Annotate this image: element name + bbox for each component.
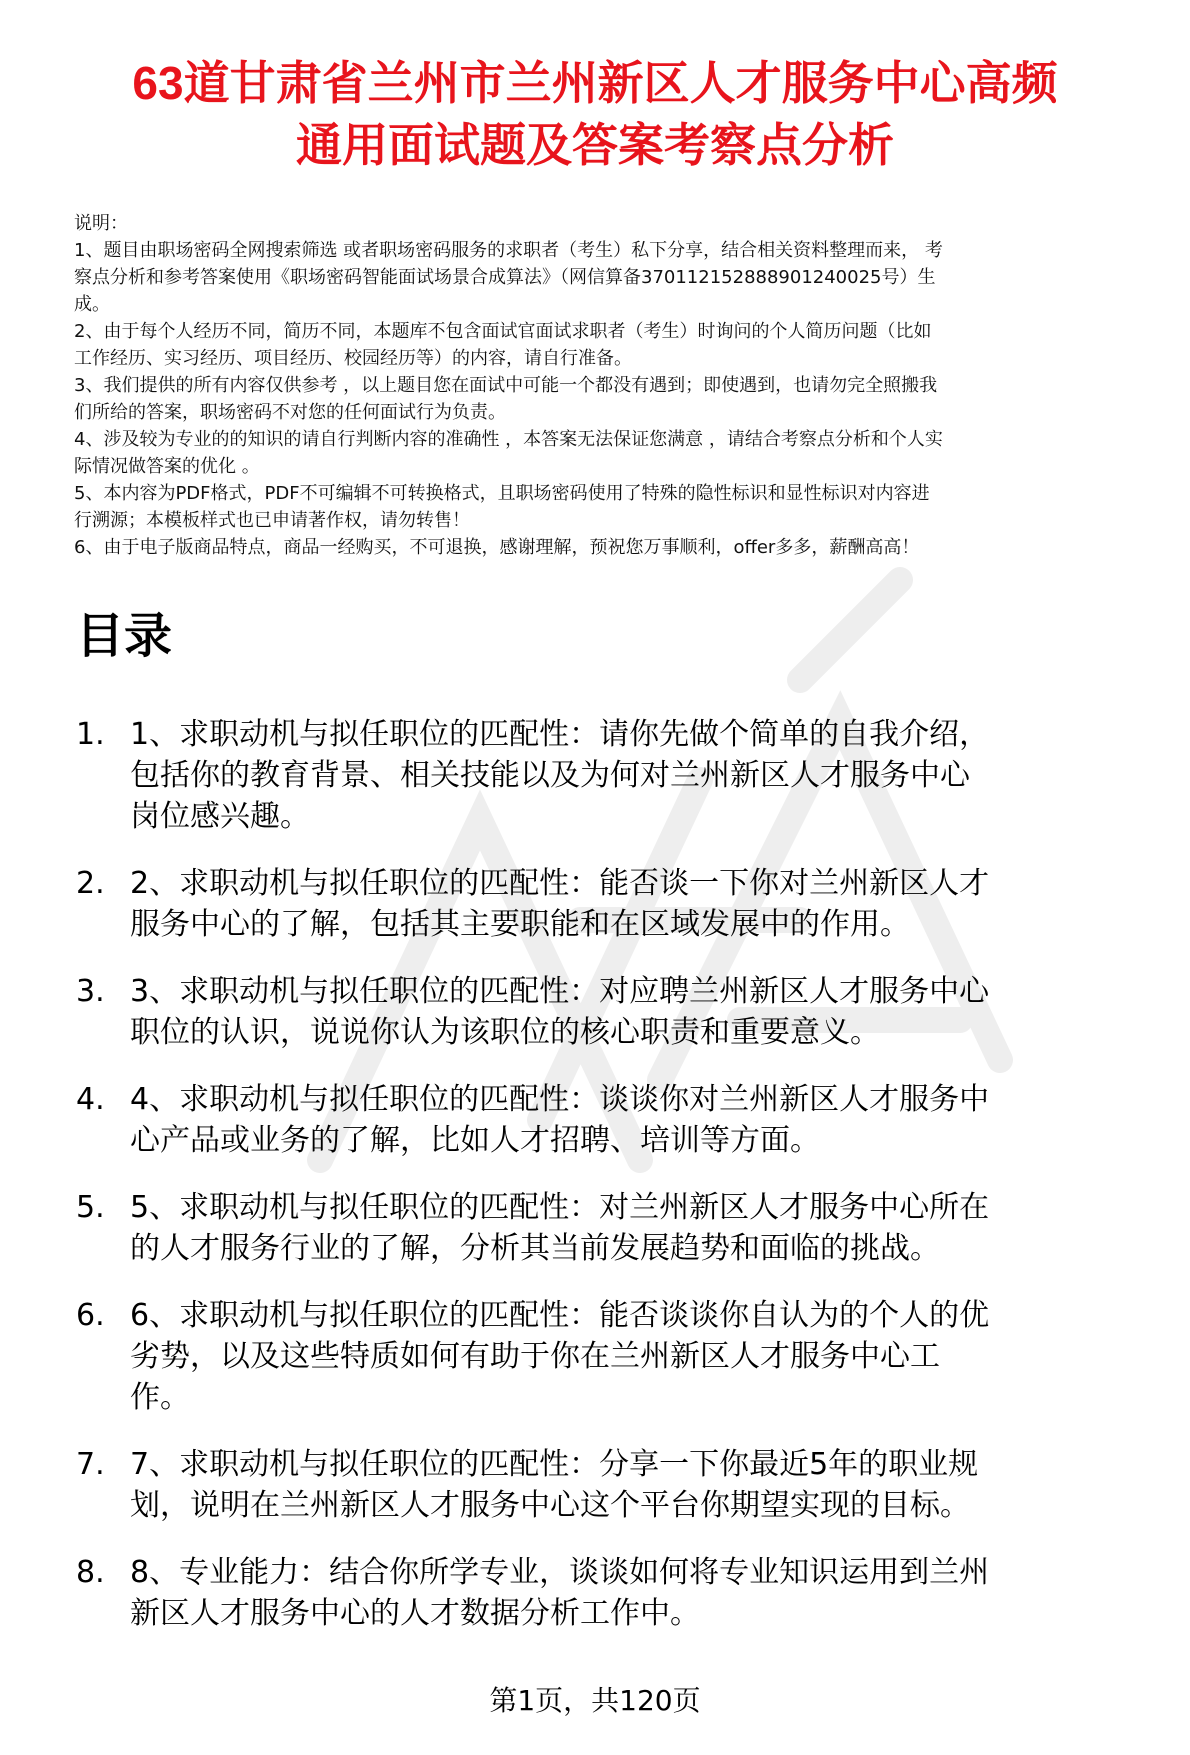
toc-item-1[interactable] (76, 714, 1166, 837)
page-number: 第1页，共120页 (489, 1684, 701, 1717)
toc-item-2[interactable] (76, 863, 1166, 945)
toc-item-line: 8、专业能力：结合你所学专业，谈谈如何将专业知识运用到兰州 (130, 1555, 990, 1590)
note-line: 3、我们提供的所有内容仅供参考 ，以上题目您在面试中可能一个都没有遇到；即使遇到，也请勿完全照搬我 (74, 375, 938, 396)
notes-heading: 说明： (74, 213, 128, 234)
toc-item-number: 6. (76, 1298, 105, 1333)
toc-item-line: 4、求职动机与拟任职位的匹配性：谈谈你对兰州新区人才服务中 (130, 1082, 990, 1117)
toc-heading: 目录 (76, 608, 173, 664)
table-of-contents (76, 714, 1166, 1660)
toc-item-line: 服务中心的了解，包括其主要职能和在区域发展中的作用。 (130, 907, 910, 942)
toc-item-line: 6、求职动机与拟任职位的匹配性：能否谈谈你自认为的个人的优 (130, 1298, 990, 1333)
toc-item-line: 1、求职动机与拟任职位的匹配性：请你先做个简单的自我介绍， (130, 717, 990, 752)
toc-item-line: 岗位感兴趣。 (130, 799, 310, 834)
toc-item-number: 4. (76, 1082, 105, 1117)
note-line: 2、由于每个人经历不同，简历不同，本题库不包含面试官面试求职者（考生）时询问的个人简历问题（比如 (74, 321, 932, 342)
toc-item-7[interactable] (76, 1444, 1166, 1526)
toc-item-number: 8. (76, 1555, 105, 1590)
toc-item-line: 2、求职动机与拟任职位的匹配性：能否谈一下你对兰州新区人才 (130, 866, 990, 901)
toc-item-number: 5. (76, 1190, 105, 1225)
toc-item-5[interactable] (76, 1187, 1166, 1269)
toc-item-6[interactable] (76, 1295, 1166, 1418)
title-line-2: 通用面试题及答案考察点分析 (296, 119, 894, 171)
toc-item-line: 心产品或业务的了解，比如人才招聘、培训等方面。 (130, 1123, 820, 1158)
toc-item-8[interactable] (76, 1552, 1166, 1634)
note-line: 成。 (74, 294, 110, 315)
toc-item-number: 2. (76, 866, 105, 901)
note-line: 6、由于电子版商品特点，商品一经购买，不可退换，感谢理解，预祝您万事顺利，offer多多，薪酬高高！ (74, 537, 920, 558)
note-line: 4、涉及较为专业的的知识的请自行判断内容的准确性 ，本答案无法保证您满意 ，请结合考察点分析和个人实 (74, 429, 943, 450)
toc-item-line: 劣势，以及这些特质如何有助于你在兰州新区人才服务中心工 (130, 1339, 940, 1374)
toc-item-3[interactable] (76, 971, 1166, 1053)
note-line: 际情况做答案的优化 。 (74, 456, 260, 477)
toc-item-line: 划，说明在兰州新区人才服务中心这个平台你期望实现的目标。 (130, 1488, 970, 1523)
disclaimer-notes (74, 210, 1160, 561)
note-line: 1、题目由职场密码全网搜索筛选 或者职场密码服务的求职者（考生）私下分享，结合相关资料整理而来， 考 (74, 240, 943, 261)
document-title (60, 52, 1130, 176)
note-line: 察点分析和参考答案使用《职场密码智能面试场景合成算法》（网信算备370112152888901240025号）生 (74, 267, 936, 288)
toc-item-4[interactable] (76, 1079, 1166, 1161)
note-line: 行溯源；本模板样式也已申请著作权，请勿转售！ (74, 510, 470, 531)
toc-item-line: 作。 (130, 1380, 190, 1415)
toc-item-line: 5、求职动机与拟任职位的匹配性：对兰州新区人才服务中心所在 (130, 1190, 990, 1225)
note-line: 工作经历、实习经历、项目经历、校园经历等）的内容，请自行准备。 (74, 348, 632, 369)
toc-item-number: 7. (76, 1447, 105, 1482)
toc-item-number: 3. (76, 974, 105, 1009)
toc-item-number: 1. (76, 717, 105, 752)
note-line: 5、本内容为PDF格式，PDF不可编辑不可转换格式，且职场密码使用了特殊的隐性标识和显性标识对内容进 (74, 483, 930, 504)
toc-item-line: 职位的认识，说说你认为该职位的核心职责和重要意义。 (130, 1015, 880, 1050)
note-line: 们所给的答案，职场密码不对您的任何面试行为负责。 (74, 402, 506, 423)
toc-item-line: 包括你的教育背景、相关技能以及为何对兰州新区人才服务中心 (130, 758, 970, 793)
toc-item-line: 新区人才服务中心的人才数据分析工作中。 (130, 1596, 700, 1631)
toc-item-line: 3、求职动机与拟任职位的匹配性：对应聘兰州新区人才服务中心 (130, 974, 990, 1009)
toc-item-line: 的人才服务行业的了解，分析其当前发展趋势和面临的挑战。 (130, 1231, 940, 1266)
title-line-1: 63道甘肃省兰州市兰州新区人才服务中心高频 (132, 57, 1058, 109)
toc-item-line: 7、求职动机与拟任职位的匹配性：分享一下你最近5年的职业规 (130, 1447, 979, 1482)
